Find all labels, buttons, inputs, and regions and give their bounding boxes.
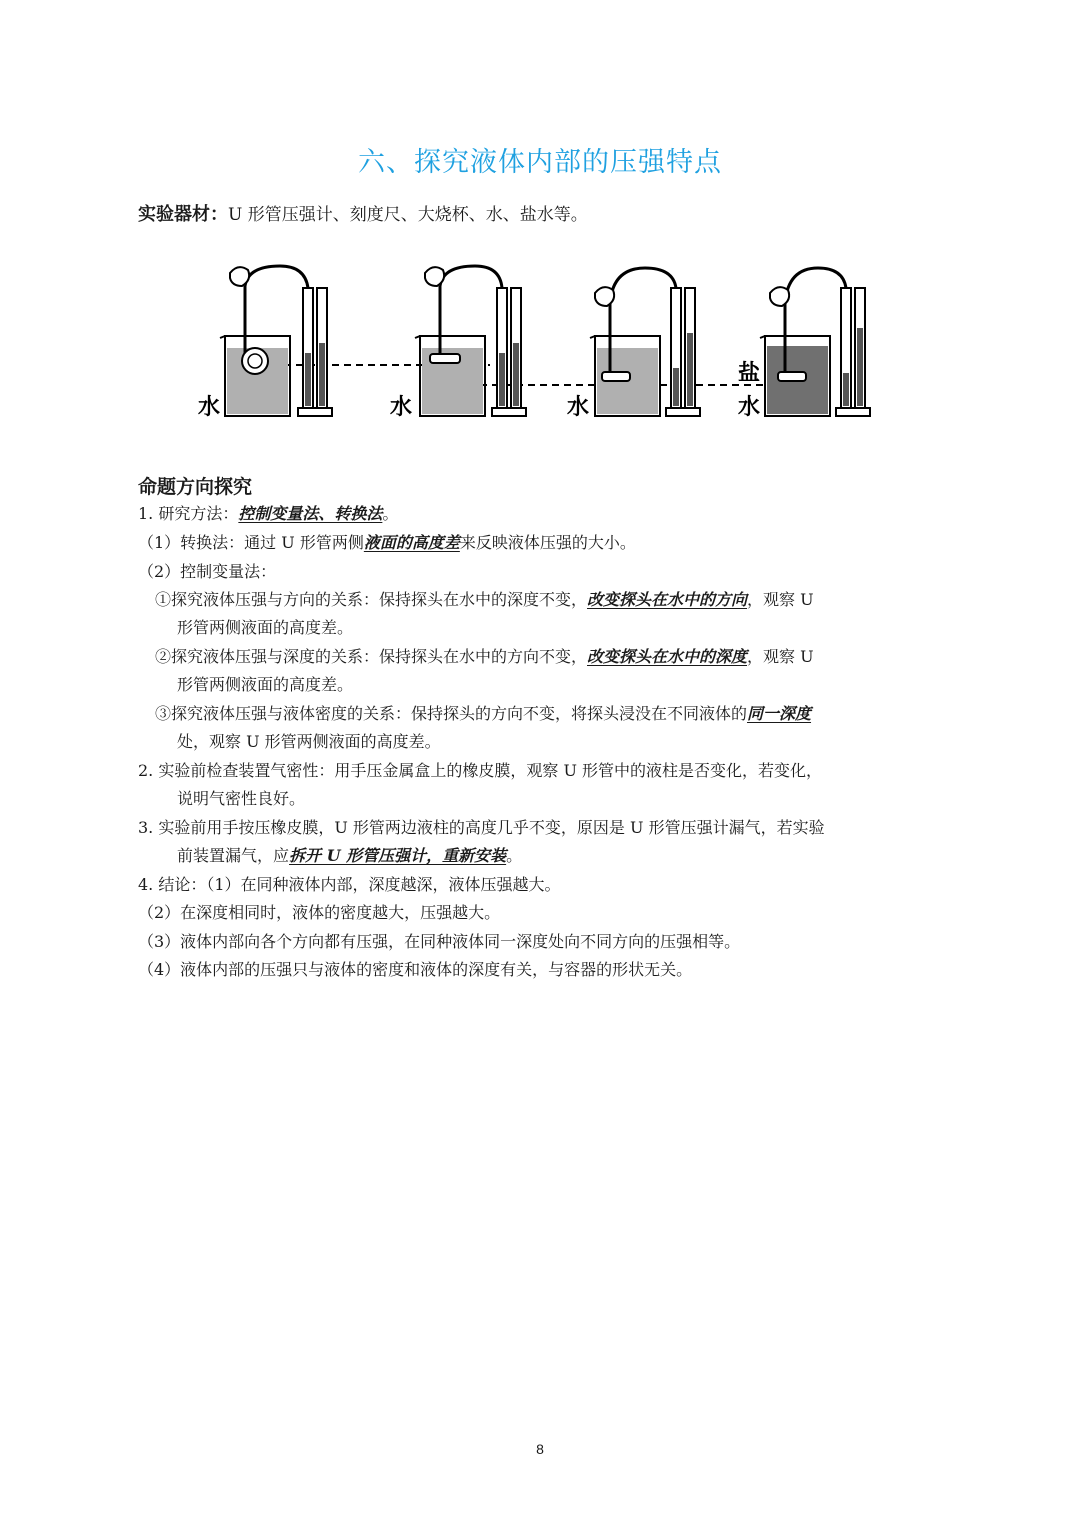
text-line-7: 形管两侧液面的高度差。 bbox=[177, 675, 354, 694]
text-line-16: （3）液体内部向各个方向都有压强，在同种液体同一深度处向不同方向的压强相等。 bbox=[138, 932, 741, 951]
text-l4c: ，观察 U bbox=[747, 590, 814, 609]
apparatus-2 bbox=[415, 266, 526, 416]
text-line-2 bbox=[138, 532, 636, 554]
page-title: 六、探究液体内部的压强特点 bbox=[358, 147, 722, 178]
label-salt-2: 水 bbox=[738, 395, 761, 420]
page-number: 8 bbox=[536, 1441, 544, 1457]
materials-line bbox=[138, 200, 588, 226]
text-line-8 bbox=[155, 703, 811, 725]
experiment-figure bbox=[190, 258, 890, 430]
text-line-14: 4. 结论：（1）在同种液体内部，深度越深，液体压强越大。 bbox=[138, 875, 561, 894]
text-l4a: ①探究液体压强与方向的关系：保持探头在水中的深度不变， bbox=[155, 590, 588, 609]
section-heading: 命题方向探究 bbox=[138, 476, 253, 498]
emphasis-text: 拆开 U 形管压强计，重新安装 bbox=[289, 846, 507, 865]
materials-label: 实验器材： bbox=[138, 204, 228, 225]
text-line-10: 2. 实验前检查装置气密性：用手压金属盒上的橡皮膜，观察 U 形管中的液柱是否变化，若变化， bbox=[138, 761, 823, 780]
text-line-3: （2）控制变量法： bbox=[138, 562, 277, 581]
text-line-9: 处，观察 U 形管两侧液面的高度差。 bbox=[177, 732, 441, 751]
text-l8a: ③探究液体压强与液体密度的关系：保持探头的方向不变，将探头浸没在不同液体的 bbox=[155, 704, 748, 723]
text-line-1 bbox=[138, 503, 398, 525]
emphasis-text: 改变探头在水中的方向 bbox=[587, 590, 748, 609]
text-l1c: 。 bbox=[382, 504, 399, 523]
text-line-11: 说明气密性良好。 bbox=[177, 789, 306, 808]
text-line-12: 3. 实验前用手按压橡皮膜，U 形管两边液柱的高度几乎不变，原因是 U 形管压强计漏气，若实验 bbox=[138, 818, 825, 837]
text-l6a: ②探究液体压强与深度的关系：保持探头在水中的方向不变， bbox=[155, 647, 588, 666]
text-l2c: 来反映液体压强的大小。 bbox=[459, 533, 636, 552]
label-water-3: 水 bbox=[567, 395, 590, 420]
apparatus-3 bbox=[590, 268, 700, 416]
label-salt-1: 盐 bbox=[738, 361, 761, 386]
apparatus-4 bbox=[760, 268, 870, 416]
materials-text: U 形管压强计、刻度尺、大烧杯、水、盐水等。 bbox=[228, 205, 588, 225]
apparatus-1 bbox=[220, 266, 332, 416]
text-l13a: 前装置漏气，应 bbox=[177, 846, 290, 865]
label-water-2: 水 bbox=[390, 395, 413, 420]
emphasis-text: 同一深度 bbox=[747, 704, 812, 723]
text-l6c: ，观察 U bbox=[747, 647, 814, 666]
text-line-13 bbox=[177, 845, 522, 867]
emphasis-text: 控制变量法、转换法 bbox=[238, 504, 383, 523]
emphasis-text: 改变探头在水中的深度 bbox=[587, 647, 748, 666]
label-water-1: 水 bbox=[198, 395, 221, 420]
text-l13c: 。 bbox=[506, 846, 523, 865]
text-l1a: 1. 研究方法： bbox=[138, 504, 239, 523]
text-l2a: （1）转换法：通过 U 形管两侧 bbox=[138, 533, 364, 552]
text-line-5: 形管两侧液面的高度差。 bbox=[177, 618, 354, 637]
text-line-4 bbox=[155, 589, 814, 611]
emphasis-text: 液面的高度差 bbox=[363, 533, 460, 552]
text-line-15: （2）在深度相同时，液体的密度越大，压强越大。 bbox=[138, 903, 501, 922]
text-line-17: （4）液体内部的压强只与液体的密度和液体的深度有关，与容器的形状无关。 bbox=[138, 960, 693, 979]
text-line-6 bbox=[155, 646, 814, 668]
